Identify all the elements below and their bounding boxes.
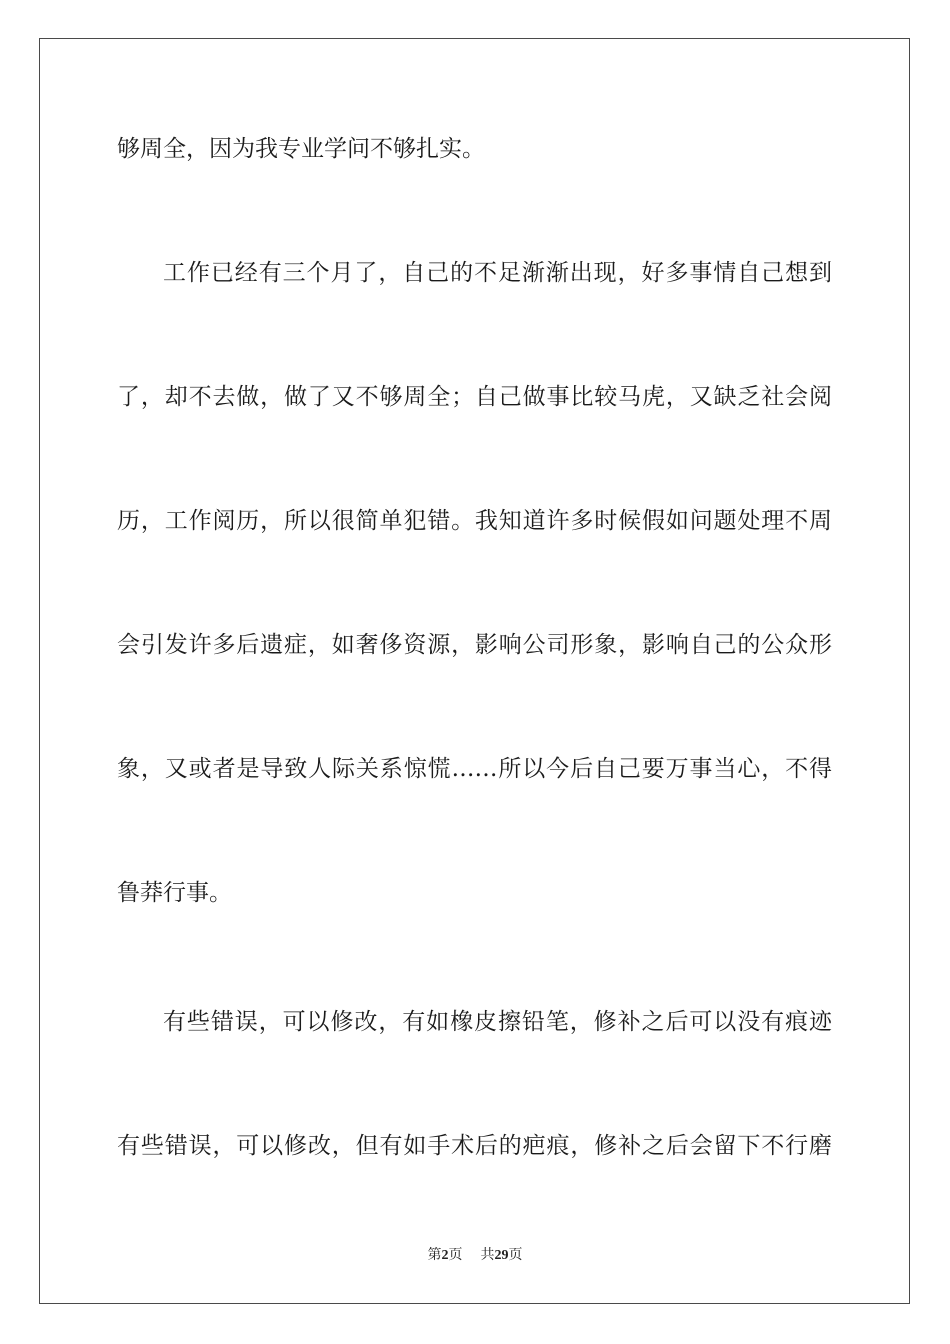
text-line-9: 有些错误，可以修改，但有如手术后的疤痕，修补之后会留下不行磨	[117, 1133, 832, 1159]
footer-total-suffix: 页	[508, 1248, 523, 1263]
footer-total-prefix: 共	[480, 1248, 495, 1263]
footer-total-pages: 29	[494, 1248, 509, 1263]
text-line-2: 工作已经有三个月了，自己的不足渐渐出现，好多事情自己想到	[163, 260, 832, 286]
text-line-5: 会引发许多后遗症，如奢侈资源，影响公司形象，影响自己的公众形	[117, 632, 832, 658]
text-line-1: 够周全，因为我专业学问不够扎实。	[117, 136, 485, 162]
text-line-6: 象，又或者是导致人际关系惊慌……所以今后自己要万事当心，不得	[117, 756, 832, 782]
page-border	[39, 38, 910, 1304]
text-line-7: 鲁莽行事。	[117, 880, 232, 906]
text-line-8: 有些错误，可以修改，有如橡皮擦铅笔，修补之后可以没有痕迹	[163, 1009, 832, 1035]
footer-page-suffix: 页	[448, 1248, 463, 1263]
footer-page-prefix: 第	[427, 1248, 442, 1263]
text-line-3: 了，却不去做，做了又不够周全；自己做事比较马虎，又缺乏社会阅	[117, 384, 832, 410]
text-line-4: 历，工作阅历，所以很简单犯错。我知道许多时候假如问题处理不周	[117, 508, 832, 534]
footer-page-number: 2	[441, 1248, 449, 1263]
page-footer	[0, 1247, 950, 1265]
